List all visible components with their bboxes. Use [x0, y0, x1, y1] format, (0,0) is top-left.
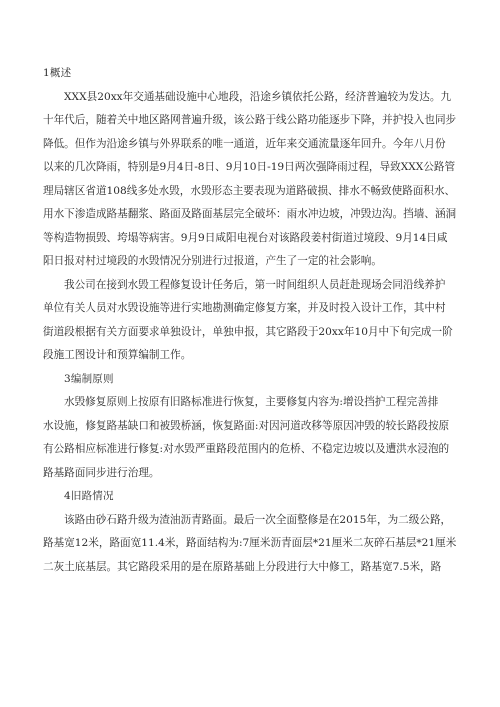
section-heading: 1概述 [43, 67, 72, 79]
text-line: 单位有关人员对水毁设施等进行实地勘测确定修复方案，并及时投入设计工作，其中村 [43, 302, 446, 314]
text-line: 我公司在接到水毁工程修复设计任务后，第一时间组织人员赶赴现场会同沿线养护 [64, 278, 446, 291]
paragraph [43, 274, 463, 368]
text-line: 段施工图设计和预算编制工作。 [43, 349, 192, 361]
text-line: 水毁修复原则上按原有旧路标准进行恢复，主要修复内容为:增设挡护工程完善排 [64, 396, 439, 408]
text-line: 阳日报对村过境段的水毁情况分别进行过报道，产生了一定的社会影响。 [43, 255, 382, 267]
paragraph [43, 391, 463, 485]
section-overview [43, 62, 463, 368]
text-line: 理局辖区省道108线多处水毁，水毁形态主要表现为道路破损、排水不畅致使路面积水、 [43, 184, 456, 197]
text-line: 降低。但作为沿途乡镇与外界联系的唯一通道，近年来交通流量逐年回升。今年八月份 [43, 137, 446, 150]
text-line: XXX县20xx年交通基础设施中心地段，沿途乡镇依托公路，经济普遍较为发达。九 [64, 90, 452, 103]
text-line: 路基宽12米，路面宽11.4米，路面结构为:7厘米沥青面层*21厘米二灰碎石基层*21厘米 [43, 537, 457, 549]
text-line: 水设施，修复路基缺口和被毁桥涵，恢复路面:对因河道改移等原因冲毁的较长路段按原 [43, 419, 450, 432]
section-old-road-condition [43, 485, 463, 579]
text-line: 十年代后，随着关中地区路网普遍升级，该公路于线公路功能逐步下降，并护投入也同步 [43, 114, 457, 126]
paragraph [43, 86, 463, 274]
paragraph [43, 509, 463, 580]
section-heading: 3编制原则 [64, 372, 114, 385]
text-line: 有公路相应标准进行修复:对水毁严重路段范围内的危桥、不稳定边坡以及遭洪水浸泡的 [43, 443, 450, 455]
text-line: 以来的几次降雨，特别是9月4日-8日、9月10日-19日两次强降雨过程，导致XXX公路管 [43, 161, 456, 173]
text-line: 等构造物损毁、垮塌等病害。9月9日咸阳电视台对该路段姜村街道过境段、9月14日咸 [43, 231, 448, 244]
text-line: 该路由砂石路升级为渣油沥青路面。最后一次全面整修是在2015年，为二级公路， [64, 513, 452, 526]
section-heading: 4旧路情况 [64, 490, 114, 502]
text-line: 二灰土底基层。其它路段采用的是在原路基础上分段进行大中修工，路基宽7.5米，路 [43, 560, 442, 573]
text-line: 路基路面同步进行治理。 [43, 466, 160, 479]
document-page [43, 62, 463, 579]
text-line: 街道段根据有关方面要求单独设计，单独申报，其它路段于20xx年10月中下旬完成一阶 [43, 325, 453, 338]
section-compilation-principles [43, 368, 463, 486]
text-line: 用水下渗造成路基翻浆、路面及路面基层完全破坏：雨水冲边坡，冲毁边沟。挡墙、涵洞 [43, 208, 457, 220]
